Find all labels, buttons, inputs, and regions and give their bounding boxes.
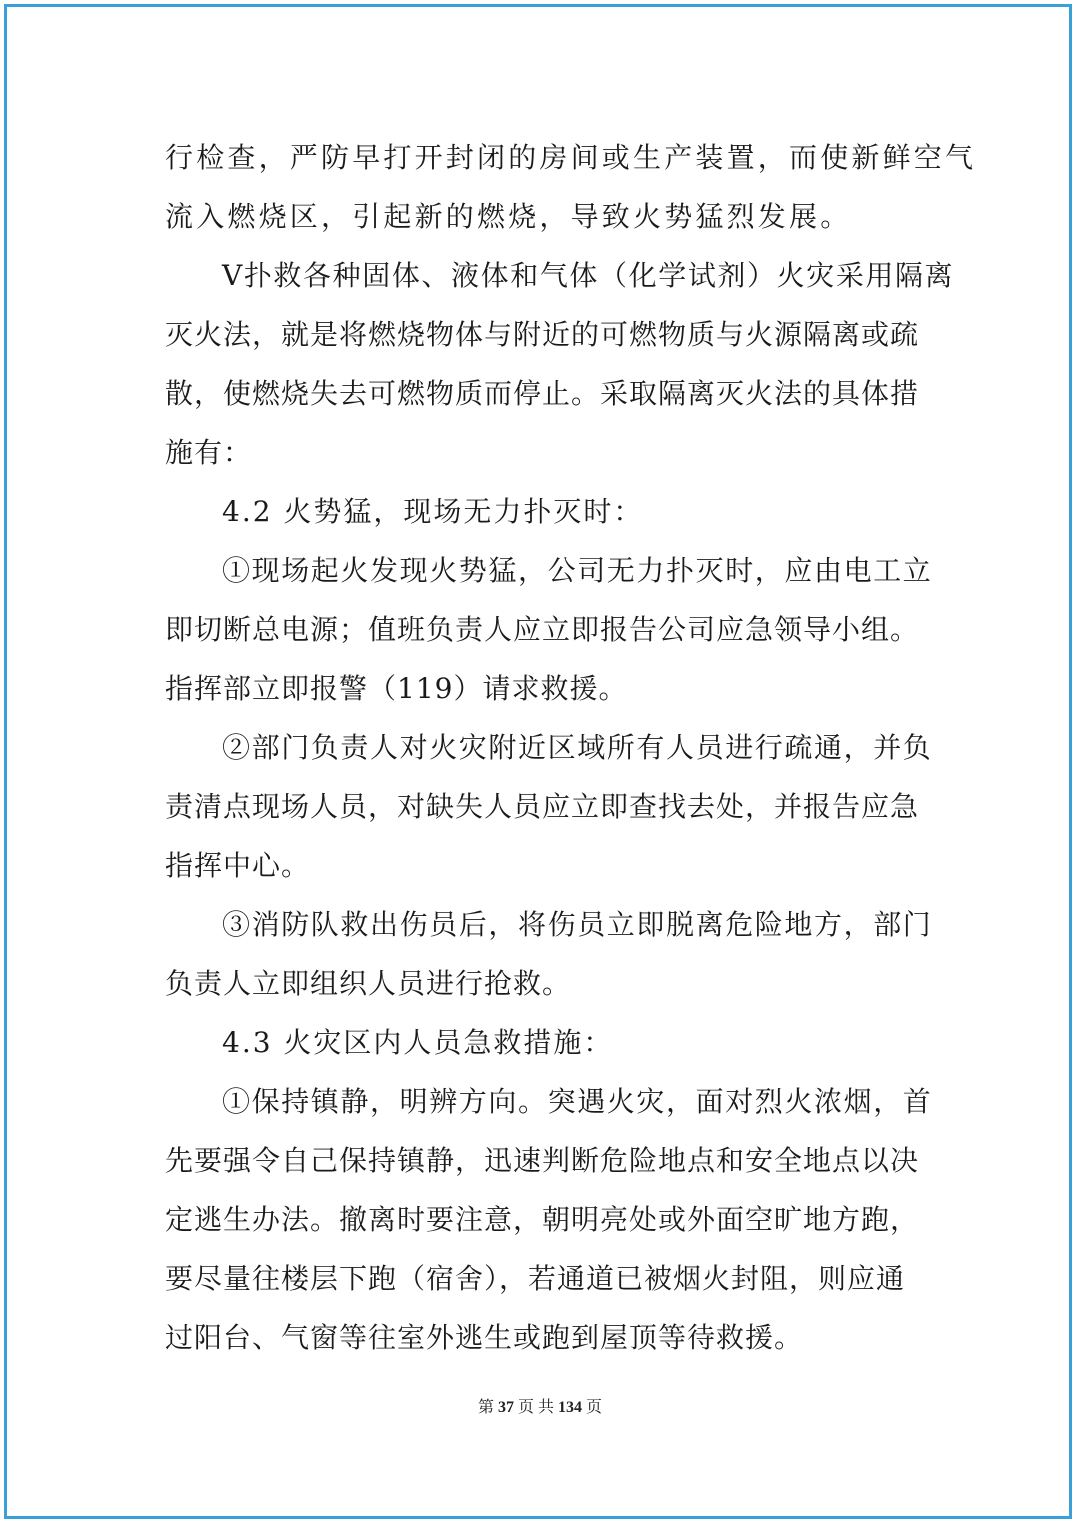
footer-prefix: 第	[477, 1399, 494, 1416]
footer-middle: 页 共	[517, 1399, 554, 1416]
text-line: ①现场起火发现火势猛，公司无力扑灭时，应由电工立	[222, 554, 933, 587]
text-line: 要尽量往楼层下跑（宿舍），若通道已被烟火封阻，则应通	[165, 1262, 906, 1295]
text-line: 指挥部立即报警（119）请求救援。	[165, 672, 628, 705]
text-line: 行检查，严防早打开封闭的房间或生产装置，而使新鲜空气	[165, 141, 977, 174]
section-heading: 4.3 火灾区内人员急救措施：	[222, 1026, 614, 1059]
text-line: 先要强令自己保持镇静，迅速判断危险地点和安全地点以决	[165, 1144, 920, 1177]
text-line: ③消防队救出伤员后，将伤员立即脱离危险地方，部门	[222, 908, 933, 941]
text-line: 散，使燃烧失去可燃物质而停止。采取隔离灭火法的具体措	[165, 377, 920, 410]
text-line: 施有：	[165, 436, 253, 469]
text-line: 指挥中心。	[165, 849, 311, 882]
text-line: V扑救各种固体、液体和气体（化学试剂）火灾采用隔离	[222, 259, 955, 292]
section-heading: 4.2 火势猛，现场无力扑灭时：	[222, 495, 644, 528]
text-line: 负责人立即组织人员进行抢救。	[165, 967, 572, 1000]
text-line: 过阳台、气窗等往室外逃生或跑到屋顶等待救援。	[165, 1321, 804, 1354]
page-number: 37	[497, 1399, 514, 1416]
text-line: 灭火法，就是将燃烧物体与附近的可燃物质与火源隔离或疏	[165, 318, 920, 351]
text-line: ①保持镇静，明辨方向。突遇火灾，面对烈火浓烟，首	[222, 1085, 933, 1118]
text-line: 流入燃烧区，引起新的燃烧，导致火势猛烈发展。	[165, 200, 852, 233]
page-footer	[0, 1397, 1080, 1419]
footer-suffix: 页	[586, 1399, 603, 1416]
text-line: 责清点现场人员，对缺失人员应立即查找去处，并报告应急	[165, 790, 920, 823]
text-line: 定逃生办法。撤离时要注意，朝明亮处或外面空旷地方跑，	[165, 1203, 920, 1236]
text-line: ②部门负责人对火灾附近区域所有人员进行疏通，并负	[222, 731, 933, 764]
text-line: 即切断总电源；值班负责人应立即报告公司应急领导小组。	[165, 613, 920, 646]
total-pages: 134	[558, 1399, 582, 1416]
